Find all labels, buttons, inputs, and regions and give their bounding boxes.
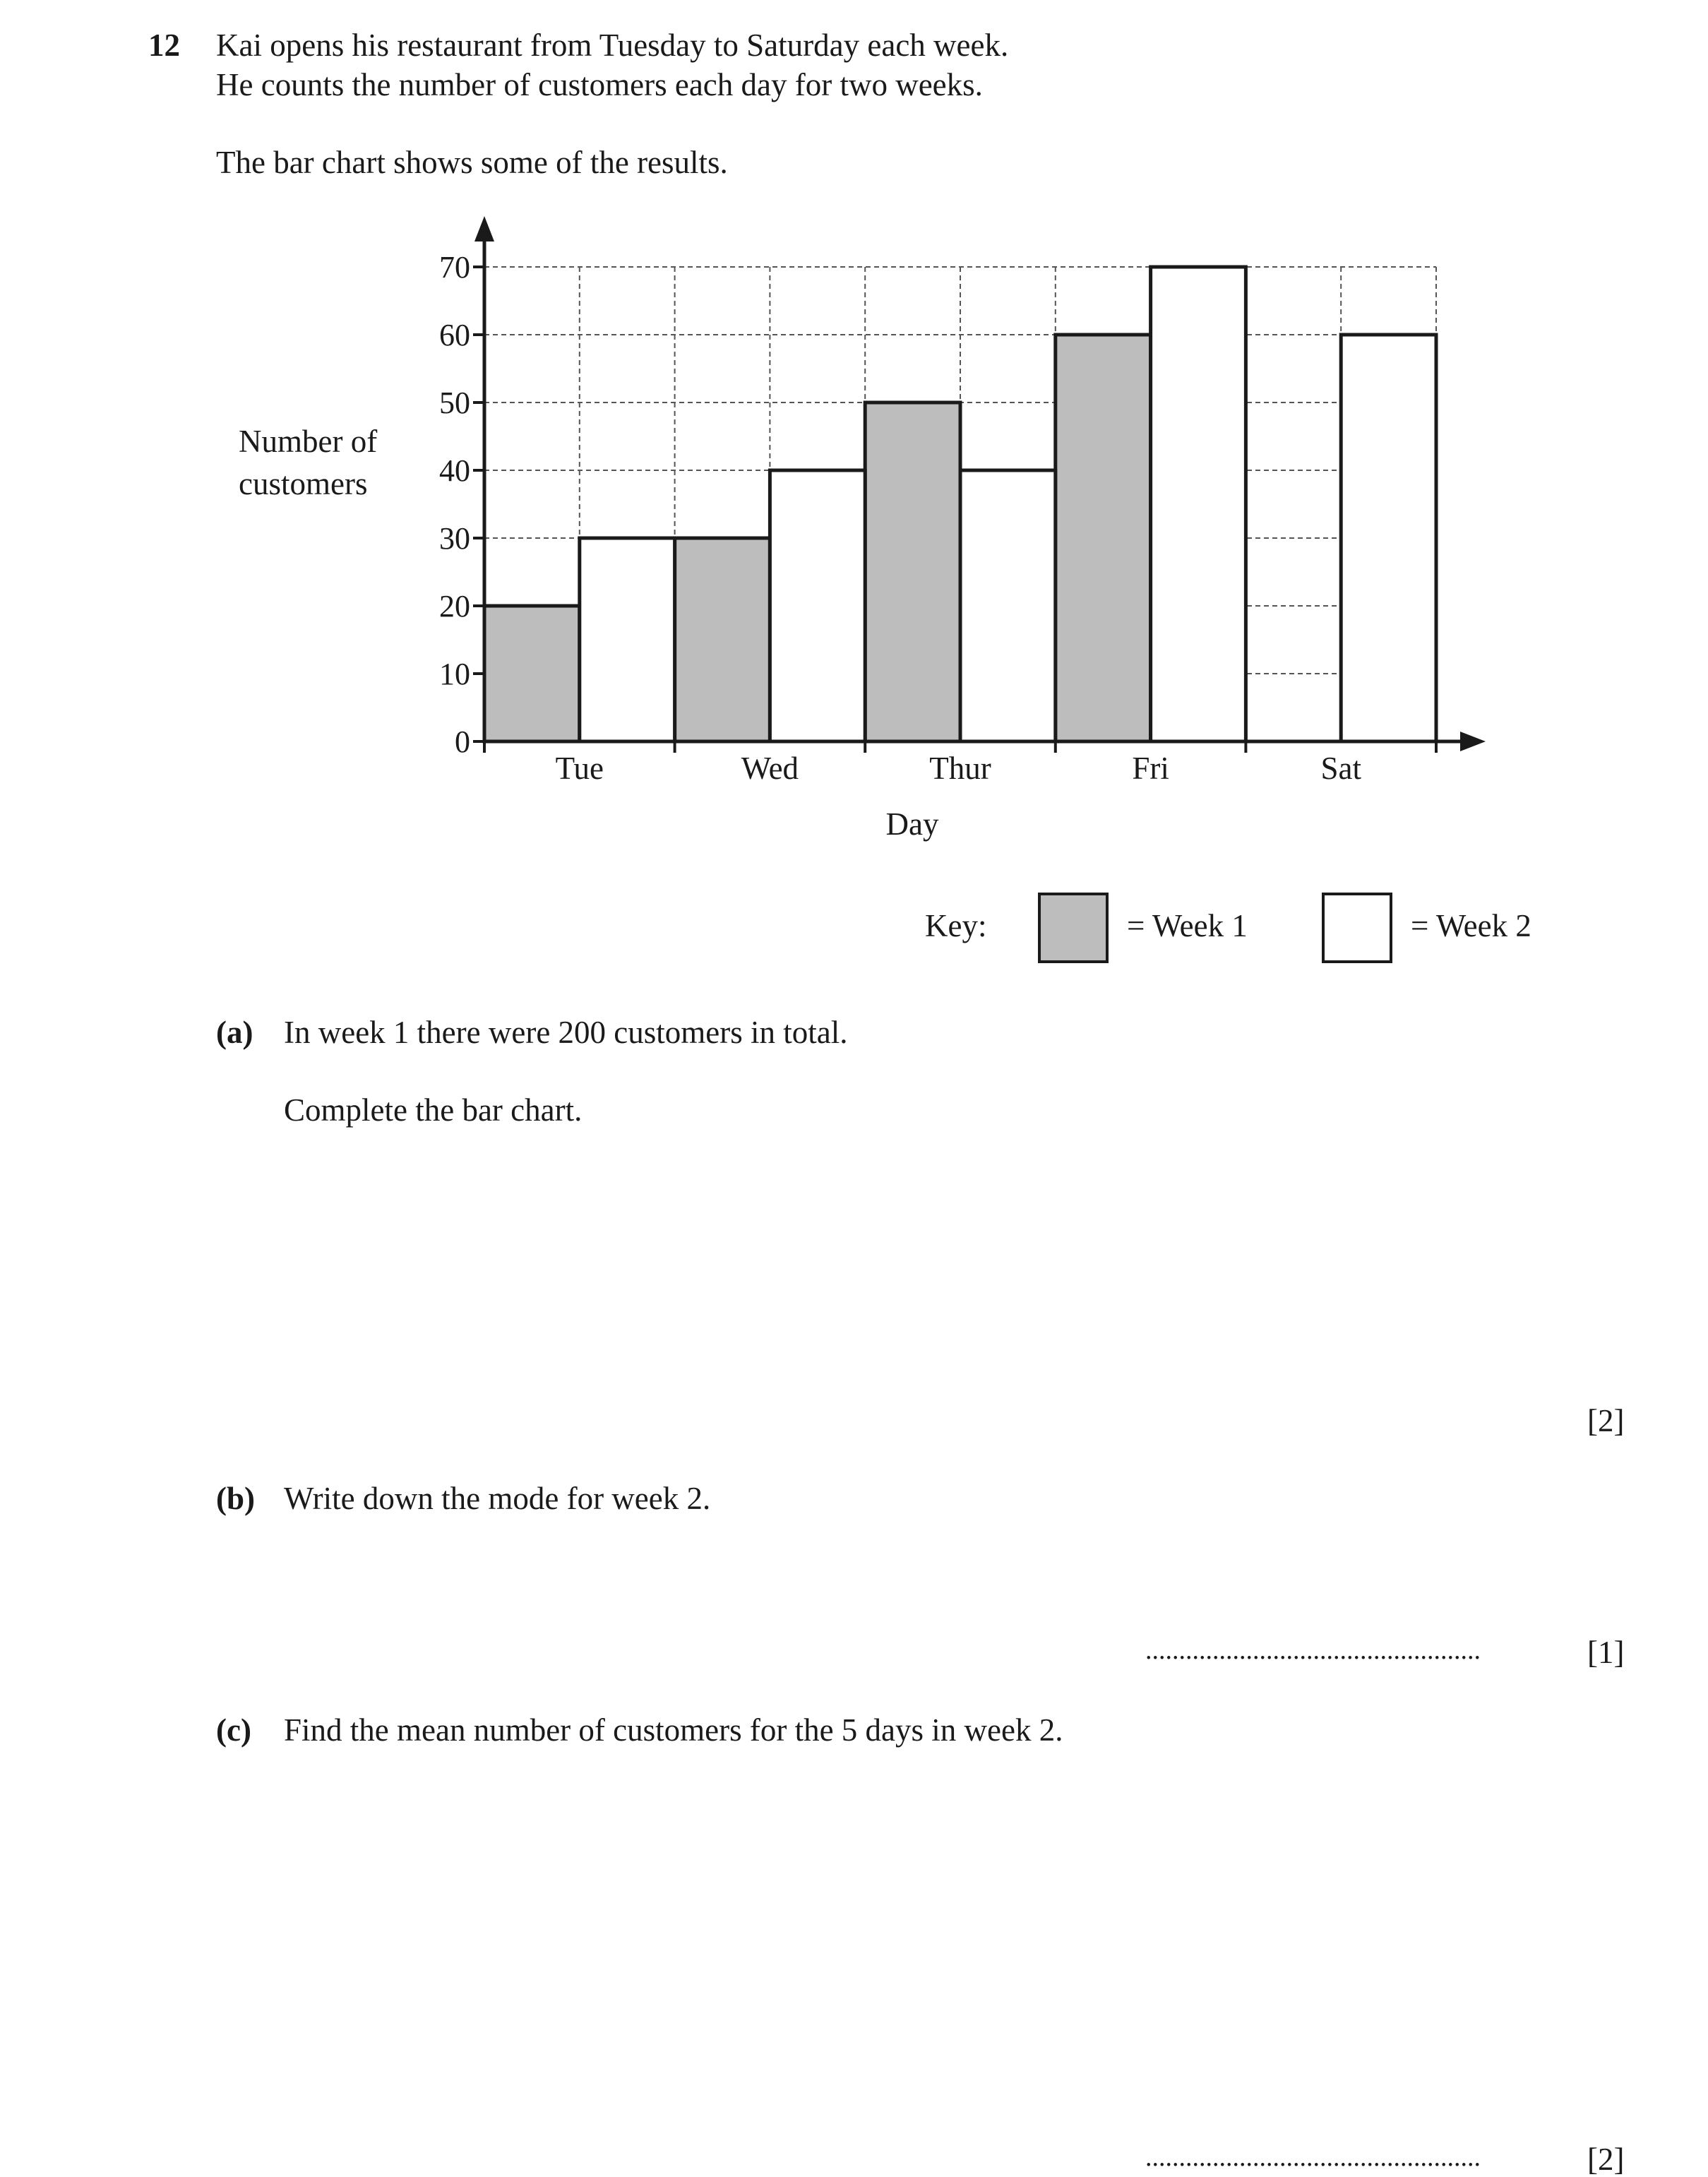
- y-tick-label: 50: [439, 386, 470, 420]
- y-axis-title-line-2: customers: [239, 466, 368, 501]
- key-label: Key:: [925, 908, 987, 943]
- y-tick-label: 60: [439, 318, 470, 352]
- x-tick-label-wed: Wed: [741, 751, 799, 786]
- part-b-marks: [1]: [1587, 1635, 1625, 1670]
- bar-chart: [0, 0, 1708, 989]
- question-intro: The bar chart shows some of the results.: [216, 145, 728, 180]
- part-c-text: Find the mean number of customers for the 5 days in week 2.: [284, 1712, 1063, 1748]
- question-number: 12: [148, 28, 180, 63]
- y-axis-title-line-1: Number of: [239, 424, 378, 459]
- x-axis-title: Day: [885, 806, 939, 842]
- x-axis-arrow: [1460, 732, 1486, 751]
- y-tick-label: 40: [439, 453, 470, 488]
- x-tick-label-thur: Thur: [929, 751, 991, 786]
- bar-tue-week2: [580, 538, 675, 741]
- bar-wed-week1: [675, 538, 770, 741]
- bar-thur-week2: [960, 470, 1056, 741]
- question-line-1: Kai opens his restaurant from Tuesday to Saturday each week.: [216, 28, 1009, 63]
- bar-sat-week2: [1341, 335, 1436, 741]
- y-tick-label: 10: [439, 657, 470, 691]
- chart-key: [925, 894, 1531, 962]
- part-c-marks: [2]: [1587, 2142, 1625, 2177]
- bar-fri-week2: [1151, 267, 1246, 741]
- y-tick-label: 20: [439, 589, 470, 624]
- part-c-label: (c): [216, 1712, 251, 1748]
- bar-tue-week1: [484, 606, 580, 741]
- bar-wed-week2: [770, 470, 865, 741]
- key-week1-label: = Week 1: [1127, 908, 1248, 943]
- bar-thur-week1: [865, 402, 960, 741]
- y-tick-label: 0: [455, 724, 470, 759]
- x-tick-label-fri: Fri: [1132, 751, 1169, 786]
- y-tick-label: 30: [439, 521, 470, 556]
- part-b-answer-line[interactable]: ..................................................: [1145, 1635, 1481, 1665]
- bar-fri-week1: [1056, 335, 1151, 741]
- question-line-2: He counts the number of customers each day for two weeks.: [216, 67, 983, 102]
- part-b-label: (b): [216, 1481, 255, 1516]
- x-tick-label-sat: Sat: [1320, 751, 1361, 786]
- key-week2-label: = Week 2: [1411, 908, 1531, 943]
- part-b-text: Write down the mode for week 2.: [284, 1481, 711, 1516]
- x-tick-label-tue: Tue: [555, 751, 604, 786]
- y-tick-label: 70: [439, 250, 470, 285]
- part-a-marks: [2]: [1587, 1403, 1625, 1438]
- part-c-answer-line[interactable]: ..................................................: [1145, 2142, 1481, 2172]
- key-swatch-week1: [1039, 894, 1107, 962]
- part-a-text: In week 1 there were 200 customers in total.: [284, 1015, 848, 1050]
- y-axis-arrow: [474, 216, 494, 241]
- key-swatch-week2: [1323, 894, 1391, 962]
- part-a-instruction: Complete the bar chart.: [284, 1092, 583, 1128]
- part-a-label: (a): [216, 1015, 253, 1050]
